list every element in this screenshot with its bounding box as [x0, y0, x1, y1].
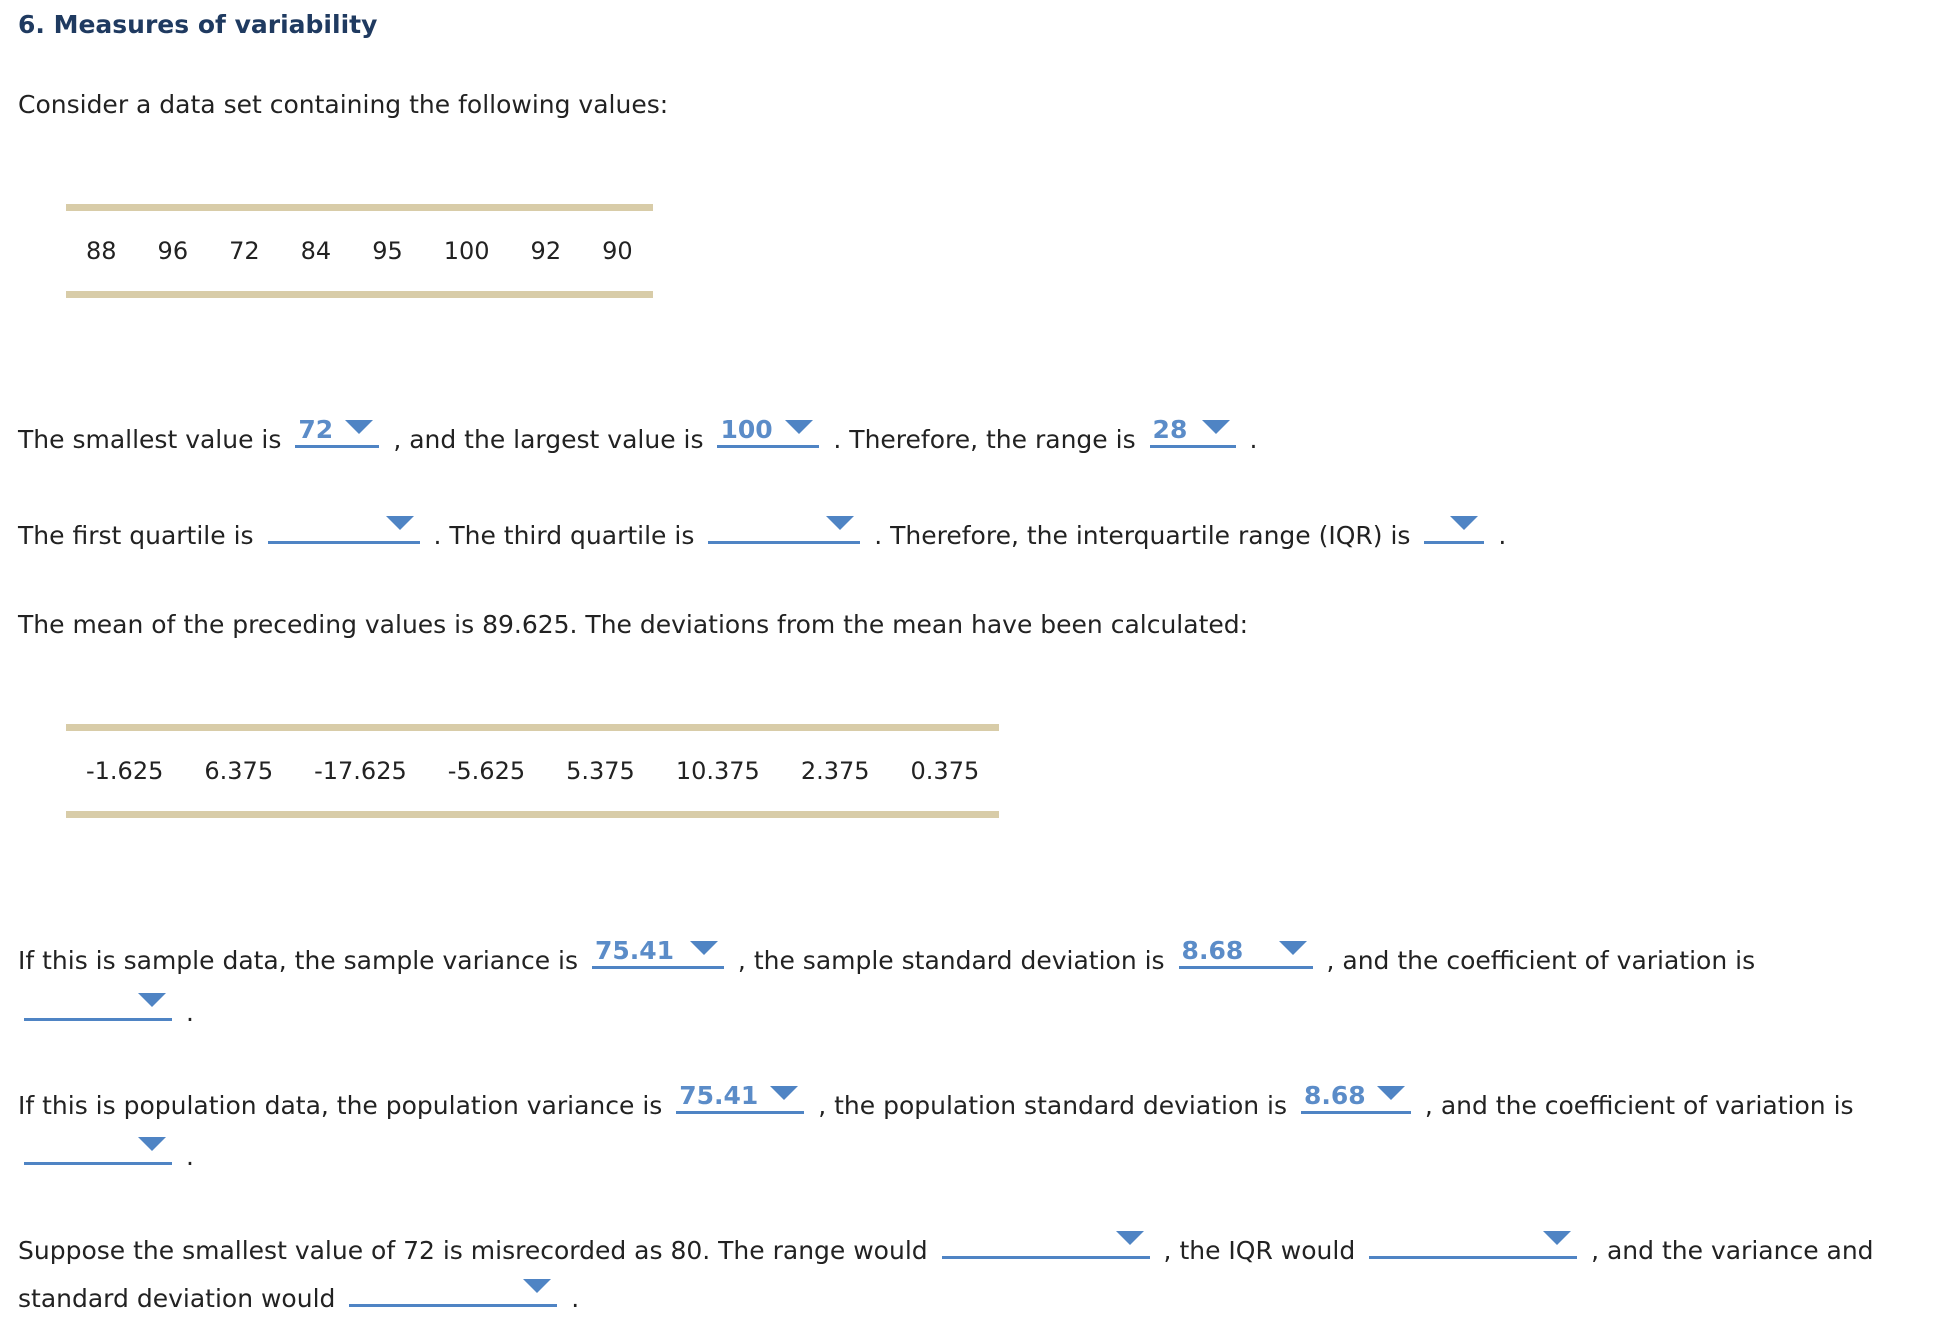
values-table: [66, 204, 653, 298]
deviations-table: [66, 724, 999, 818]
sample-text-2: , the sample standard deviation is: [737, 946, 1165, 975]
range-text-4: .: [1249, 425, 1258, 454]
variance-change-dropdown[interactable]: [349, 1275, 557, 1307]
iqr-dropdown[interactable]: [1424, 512, 1484, 544]
population-variance-dropdown[interactable]: [676, 1082, 804, 1114]
quartile-sentence: [18, 512, 1506, 551]
range-text-3: . Therefore, the range is: [833, 425, 1136, 454]
value-cell: 100: [443, 237, 490, 265]
deviations-row: [66, 731, 999, 811]
range-change-dropdown[interactable]: [942, 1227, 1150, 1259]
value-cell: 72: [229, 237, 260, 265]
chevron-down-icon: [1279, 941, 1307, 955]
chevron-down-icon: [386, 516, 414, 530]
mean-text: The mean of the preceding values is 89.625. The deviations from the mean have been calculated:: [18, 610, 1249, 639]
value-cell: 95: [372, 237, 403, 265]
deviation-cell: -5.625: [447, 757, 526, 785]
chevron-down-icon: [770, 1086, 798, 1100]
population-sentence: [18, 1082, 1854, 1121]
value-cell: 88: [86, 237, 117, 265]
population-cv-dropdown[interactable]: [24, 1133, 172, 1165]
table-top-bar: [66, 204, 653, 211]
chevron-down-icon: [138, 993, 166, 1007]
deviation-cell: 5.375: [566, 757, 635, 785]
sample-text-1: If this is sample data, the sample variance is: [18, 946, 579, 975]
chevron-down-icon: [1116, 1231, 1144, 1245]
misrecord-text-4: standard deviation would: [18, 1284, 336, 1313]
deviation-cell: 6.375: [204, 757, 274, 785]
misrecord-text-2: , the IQR would: [1163, 1236, 1356, 1265]
values-row: [66, 211, 653, 291]
deviation-cell: 2.375: [800, 757, 870, 785]
value-cell: 84: [300, 237, 332, 265]
deviation-cell: 10.375: [675, 757, 760, 785]
range-sentence: [18, 416, 1257, 455]
population-text-4: .: [185, 1142, 194, 1171]
chevron-down-icon: [690, 941, 718, 955]
chevron-down-icon: [1543, 1231, 1571, 1245]
population-text-1: If this is population data, the population variance is: [18, 1091, 663, 1120]
question-title: 6. Measures of variability: [18, 10, 378, 39]
population-variance-value: 75.41: [679, 1081, 759, 1110]
smallest-value: 72: [298, 415, 334, 444]
misrecord-text-3: , and the variance and: [1591, 1236, 1874, 1265]
table-bottom-bar: [66, 291, 653, 298]
quartile-text-2: . The third quartile is: [433, 521, 695, 550]
table-top-bar: [66, 724, 999, 731]
population-sd-value: 8.68: [1303, 1081, 1366, 1110]
range-value: 28: [1152, 415, 1188, 444]
sample-variance-value: 75.41: [594, 936, 675, 965]
chevron-down-icon: [1202, 420, 1230, 434]
population-text-3: , and the coefficient of variation is: [1424, 1091, 1854, 1120]
intro-text: Consider a data set containing the following values:: [18, 90, 669, 119]
third-quartile-dropdown[interactable]: [708, 512, 860, 544]
sample-text-4: .: [185, 998, 194, 1027]
misrecord-sentence-cont: [18, 1275, 579, 1314]
chevron-down-icon: [138, 1137, 166, 1151]
chevron-down-icon: [1450, 516, 1478, 530]
iqr-change-dropdown[interactable]: [1369, 1227, 1577, 1259]
population-text-2: , the population standard deviation is: [818, 1091, 1288, 1120]
misrecord-text-5: .: [571, 1284, 580, 1313]
smallest-value-dropdown[interactable]: [295, 416, 379, 448]
sample-variance-dropdown[interactable]: [592, 937, 724, 969]
misrecord-sentence: [18, 1227, 1874, 1266]
population-sd-dropdown[interactable]: [1301, 1082, 1411, 1114]
table-bottom-bar: [66, 811, 999, 818]
sample-text-3: , and the coefficient of variation is: [1326, 946, 1756, 975]
sample-sentence-cont: [18, 989, 194, 1028]
chevron-down-icon: [826, 516, 854, 530]
chevron-down-icon: [523, 1279, 551, 1293]
misrecord-text-1: Suppose the smallest value of 72 is misrecorded as 80. The range would: [18, 1236, 928, 1265]
range-text-2: , and the largest value is: [393, 425, 704, 454]
range-dropdown[interactable]: [1150, 416, 1236, 448]
chevron-down-icon: [345, 420, 373, 434]
quartile-text-3: . Therefore, the interquartile range (IQR) is: [874, 521, 1411, 550]
range-text-1: The smallest value is: [18, 425, 282, 454]
sample-sd-value: 8.68: [1181, 936, 1244, 965]
chevron-down-icon: [785, 420, 813, 434]
quartile-text-4: .: [1498, 521, 1507, 550]
population-sentence-cont: [18, 1133, 194, 1172]
value-cell: 90: [602, 237, 633, 265]
value-cell: 92: [530, 237, 562, 265]
deviation-cell: -1.625: [86, 757, 164, 785]
value-cell: 96: [157, 237, 189, 265]
deviation-cell: -17.625: [314, 757, 407, 785]
largest-value: 100: [720, 415, 773, 444]
sample-sd-dropdown[interactable]: [1179, 937, 1313, 969]
sample-cv-dropdown[interactable]: [24, 989, 172, 1021]
sample-sentence: [18, 937, 1755, 976]
first-quartile-dropdown[interactable]: [268, 512, 420, 544]
deviation-cell: 0.375: [910, 757, 980, 785]
quartile-text-1: The first quartile is: [18, 521, 254, 550]
chevron-down-icon: [1377, 1086, 1405, 1100]
largest-value-dropdown[interactable]: [717, 416, 819, 448]
